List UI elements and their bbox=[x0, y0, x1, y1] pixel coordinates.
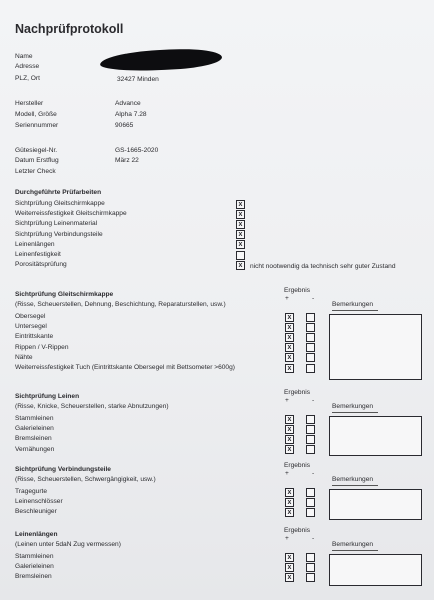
remarks-label: Bemerkungen bbox=[332, 301, 374, 308]
minus-checkbox[interactable] bbox=[306, 425, 315, 434]
plus-checkbox[interactable]: x bbox=[285, 573, 294, 582]
minus-checkbox[interactable] bbox=[306, 415, 315, 424]
minus-checkbox[interactable] bbox=[306, 553, 315, 562]
minus-checkbox[interactable] bbox=[306, 343, 315, 352]
inspection-item-label: Untersegel bbox=[15, 323, 47, 331]
minus-checkbox[interactable] bbox=[306, 573, 315, 582]
task-label: Porositätsprüfung bbox=[15, 261, 67, 269]
inspection-item-label: Stammleinen bbox=[15, 415, 54, 422]
plus-checkbox[interactable]: x bbox=[285, 508, 294, 517]
section-heading: Sichtprüfung Gleitschirmkappe bbox=[15, 291, 114, 298]
plus-column-label: + bbox=[285, 397, 289, 404]
serial-value: 90665 bbox=[115, 122, 134, 129]
inspection-item-label: Eintrittskante bbox=[15, 333, 54, 341]
plus-column-label: + bbox=[285, 295, 289, 302]
task-label: Leinenfestigkeit bbox=[15, 251, 61, 258]
minus-checkbox[interactable] bbox=[306, 563, 315, 572]
tasks-heading: Durchgeführte Prüfarbeiten bbox=[15, 189, 102, 196]
plus-checkbox[interactable]: x bbox=[285, 435, 294, 444]
model-value: Alpha 7.28 bbox=[115, 111, 147, 118]
task-checkbox[interactable]: x bbox=[236, 240, 245, 249]
remarks-box[interactable] bbox=[329, 554, 422, 586]
first-flight-label: Datum Erstflug bbox=[15, 157, 59, 164]
task-checkbox[interactable]: x bbox=[236, 261, 245, 270]
remarks-box[interactable] bbox=[329, 314, 422, 380]
remarks-underline bbox=[332, 550, 378, 551]
minus-column-label: - bbox=[312, 470, 315, 477]
inspection-item-label: Rippen / V-Rippen bbox=[15, 343, 69, 351]
task-checkbox[interactable] bbox=[236, 251, 245, 260]
inspection-item-label: Bremsleinen bbox=[15, 435, 52, 443]
plus-checkbox[interactable]: x bbox=[285, 425, 294, 434]
plus-checkbox[interactable]: x bbox=[285, 364, 294, 373]
section-subtitle: (Risse, Knicke, Scheuerstellen, starke Abnutzungen) bbox=[15, 402, 169, 410]
task-label: Sichtprüfung Leinenmaterial bbox=[15, 220, 98, 228]
city-label: PLZ, Ort bbox=[15, 75, 40, 82]
plus-checkbox[interactable]: x bbox=[285, 333, 294, 342]
inspection-item-label: Galerieleinen bbox=[15, 425, 54, 433]
inspection-item-label: Galerieleinen bbox=[15, 563, 54, 571]
plus-checkbox[interactable]: x bbox=[285, 323, 294, 332]
inspection-item-label: Nähte bbox=[15, 353, 33, 361]
manufacturer-label: Hersteller bbox=[15, 100, 44, 107]
task-checkbox[interactable]: x bbox=[236, 200, 245, 209]
page-title: Nachprüfprotokoll bbox=[15, 22, 124, 36]
inspection-item-label: Beschleuniger bbox=[15, 508, 57, 516]
minus-checkbox[interactable] bbox=[306, 435, 315, 444]
plus-column-label: + bbox=[285, 470, 289, 477]
remarks-underline bbox=[332, 485, 378, 486]
plus-checkbox[interactable]: x bbox=[285, 415, 294, 424]
remarks-underline bbox=[332, 412, 378, 413]
minus-checkbox[interactable] bbox=[306, 488, 315, 497]
task-checkbox[interactable]: x bbox=[236, 230, 245, 239]
minus-checkbox[interactable] bbox=[306, 508, 315, 517]
task-checkbox[interactable]: x bbox=[236, 220, 245, 229]
minus-checkbox[interactable] bbox=[306, 323, 315, 332]
minus-column-label: - bbox=[312, 295, 315, 302]
redaction-mark bbox=[100, 47, 223, 73]
plus-checkbox[interactable]: x bbox=[285, 445, 294, 454]
remarks-label: Bemerkungen bbox=[332, 541, 374, 548]
section-subtitle: (Risse, Scheuerstellen, Schwergängigkeit, usw.) bbox=[15, 475, 156, 483]
seal-label: Gütesiegel-Nr. bbox=[15, 147, 58, 154]
plus-checkbox[interactable]: x bbox=[285, 353, 294, 362]
plus-checkbox[interactable]: x bbox=[285, 563, 294, 572]
task-checkbox[interactable]: x bbox=[236, 210, 245, 219]
plus-checkbox[interactable]: x bbox=[285, 488, 294, 497]
minus-checkbox[interactable] bbox=[306, 313, 315, 322]
inspection-item-label: Obersegel bbox=[15, 313, 46, 320]
minus-checkbox[interactable] bbox=[306, 353, 315, 362]
minus-checkbox[interactable] bbox=[306, 364, 315, 373]
minus-checkbox[interactable] bbox=[306, 498, 315, 507]
remarks-box[interactable] bbox=[329, 489, 422, 520]
task-label: Leinenlängen bbox=[15, 240, 55, 248]
minus-checkbox[interactable] bbox=[306, 333, 315, 342]
task-label: Sichtprüfung Gleitschirmkappe bbox=[15, 200, 105, 207]
result-label: Ergebnis bbox=[284, 462, 311, 469]
inspection-item-label: Bremsleinen bbox=[15, 573, 52, 581]
address-label: Adresse bbox=[15, 63, 40, 70]
plus-checkbox[interactable]: x bbox=[285, 553, 294, 562]
plus-checkbox[interactable]: x bbox=[285, 313, 294, 322]
last-check-label: Letzter Check bbox=[15, 168, 56, 175]
inspection-item-label: Stammleinen bbox=[15, 553, 54, 560]
inspection-item-label: Leinenschlösser bbox=[15, 498, 63, 506]
result-label: Ergebnis bbox=[284, 389, 311, 396]
remarks-label: Bemerkungen bbox=[332, 476, 374, 483]
section-heading: Sichtprüfung Leinen bbox=[15, 393, 80, 400]
plus-checkbox[interactable]: x bbox=[285, 343, 294, 352]
name-label: Name bbox=[15, 53, 33, 60]
city-value: 32427 Minden bbox=[117, 76, 159, 83]
minus-column-label: - bbox=[312, 535, 315, 542]
manufacturer-value: Advance bbox=[115, 100, 141, 107]
model-label: Modell, Größe bbox=[15, 111, 57, 118]
task-label: Weiterreissfestigkeit Gleitschirmkappe bbox=[15, 210, 127, 218]
section-heading: Leinenlängen bbox=[15, 531, 58, 538]
section-subtitle: (Leinen unter 5daN Zug vermessen) bbox=[15, 540, 121, 548]
serial-label: Seriennummer bbox=[15, 122, 59, 129]
task-label: Sichtprüfung Verbindungsteile bbox=[15, 230, 103, 238]
first-flight-value: März 22 bbox=[115, 157, 139, 164]
plus-checkbox[interactable]: x bbox=[285, 498, 294, 507]
inspection-item-label: Vernähungen bbox=[15, 445, 55, 453]
section-subtitle: (Risse, Scheuerstellen, Dehnung, Beschichtung, Reparaturstellen, usw.) bbox=[15, 300, 226, 308]
section-heading: Sichtprüfung Verbindungsteile bbox=[15, 466, 111, 473]
tasks-note: nicht nootwendig da technisch sehr guter Zustand bbox=[250, 263, 396, 270]
remarks-underline bbox=[332, 310, 378, 311]
seal-value: GS-1665-2020 bbox=[115, 147, 159, 154]
result-label: Ergebnis bbox=[284, 287, 311, 294]
plus-column-label: + bbox=[285, 535, 289, 542]
minus-column-label: - bbox=[312, 397, 315, 404]
remarks-label: Bemerkungen bbox=[332, 403, 374, 410]
minus-checkbox[interactable] bbox=[306, 445, 315, 454]
inspection-item-label: Weiterreissfestigkeit Tuch (Eintrittskante Obersegel mit Bettsometer >600g) bbox=[15, 364, 235, 371]
remarks-box[interactable] bbox=[329, 416, 422, 456]
inspection-item-label: Tragegurte bbox=[15, 488, 48, 495]
result-label: Ergebnis bbox=[284, 527, 311, 534]
